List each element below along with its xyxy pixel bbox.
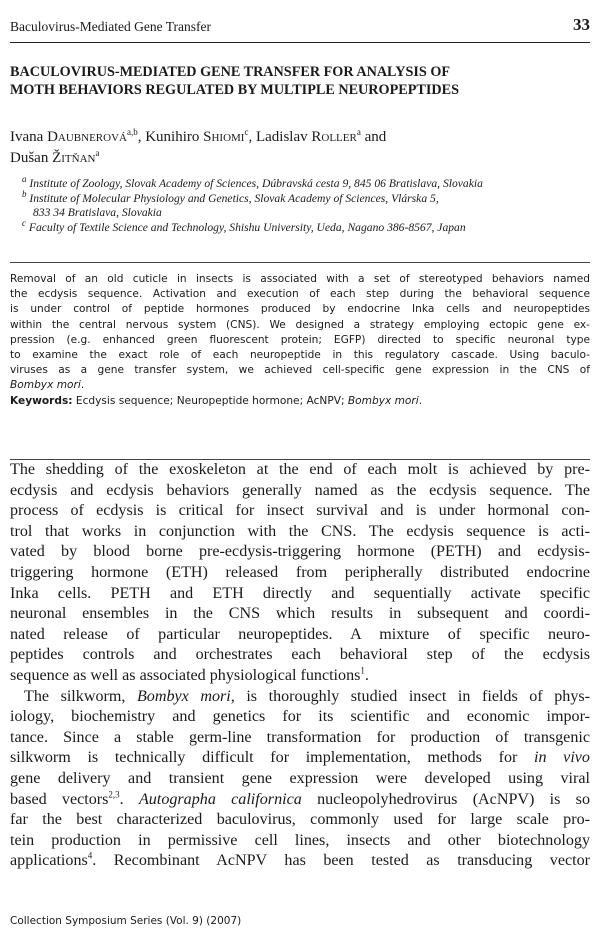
affiliation-c: $^c$ Faculty of Textile Science and Technology, Shishu University, Ueda, Nagano 386-8567, Japan — [22, 217, 466, 234]
body-line: peptides controls and orchestrates each behavioral step of the ecdysis — [10, 646, 590, 664]
body-line: silkworm is technically difficult for implementation, methods for in vivo — [10, 749, 590, 767]
affiliation-a: $^a$ Institute of Zoology, Slovak Academy of Sciences, Dúbravská cesta 9, 845 06 Bratislava, Slovakia — [22, 174, 483, 190]
abstract-line: is under control of peptide hormones produced by endocrine Inka cells and neuropeptides — [10, 303, 590, 316]
page-number: 33 — [573, 15, 590, 34]
abstract-box — [10, 262, 590, 460]
abstract-line: to examine the exact role of each neuropeptide in this regulatory cascade. Using baculo- — [10, 349, 590, 362]
article-title — [10, 63, 590, 99]
abstract-last-line: Bombyx mori. — [10, 379, 85, 392]
abstract-line: pression (e.g. enhanced green fluorescent protein; EGFP) directed to specific neuronal type — [10, 333, 590, 346]
body-line: sequence as well as associated physiological functions$^1$. — [10, 665, 369, 684]
abstract-line: within the central nervous system (CNS). We designed a strategy employing ectopic gene ex- — [10, 318, 590, 331]
author-2: Kunihiro Shiomi$^c$ — [145, 127, 249, 145]
running-header — [10, 14, 590, 43]
affiliation-b: $^b$ Institute of Molecular Physiology and Genetics, Slovak Academy of Sciences, Vlárska 5, — [22, 188, 439, 205]
body-line: iology, biochemistry and genetics for its scientific and economic impor- — [10, 708, 590, 726]
body-line: tance. Since a stable germ-line transformation for production of transgenic — [10, 728, 590, 746]
author-4: Dušan Žitňan$^a$ — [10, 148, 100, 166]
author-list — [10, 127, 590, 169]
abstract-line: Removal of an old cuticle in insects is associated with a set of stereotyped behaviors named — [10, 273, 590, 285]
running-title: Baculovirus-Mediated Gene Transfer — [10, 19, 211, 34]
author-line-1: Ivana Daubnerová$^{a,b}$, Kunihiro Shiomi$^c$, Ladislav Roller$^a$ and — [10, 127, 387, 145]
affiliations — [22, 174, 592, 235]
affiliation-b-cont: 833 34 Bratislava, Slovakia — [33, 206, 162, 219]
body-line: based vectors$^{2,3}$. Autographa californica nucleopolyhedrovirus (AcNPV) is so — [10, 789, 590, 808]
body-line: nated release of particular neuropeptides. A mixture of specific neuro- — [10, 625, 590, 643]
body-line: triggering hormone (ETH) released from peripherally distributed endocrine — [10, 563, 590, 581]
body-line: tein production in permissive cell lines, insects and other biotechnology — [10, 831, 590, 849]
author-1: Ivana Daubnerová$^{a,b}$ — [10, 127, 138, 145]
author-line-2 — [10, 148, 590, 169]
body-line: process of ecdysis is critical for insect survival and is under hormonal con- — [10, 502, 590, 520]
abstract-line: viruses as a gene transfer system, we achieved cell-specific gene expression in the CNS of — [10, 364, 590, 377]
author-3: Ladislav Roller$^a$ — [255, 127, 361, 145]
body-line: neuronal ensembles in the CNS which results in subsequent and coordi- — [10, 605, 590, 623]
title-line-2: MOTH BEHAVIORS REGULATED BY MULTIPLE NEUROPEPTIDES — [10, 82, 459, 98]
title-line-1: BACULOVIRUS-MEDIATED GENE TRANSFER FOR ANALYSIS OF — [10, 64, 451, 80]
keywords: Keywords: Ecdysis sequence; Neuropeptide hormone; AcNPV; Bombyx mori. — [10, 394, 423, 407]
body-line: The shedding of the exoskeleton at the end of each molt is achieved by pre- — [10, 461, 590, 478]
body-text — [10, 460, 590, 872]
abstract-line: the ecdysis sequence. Activation and execution of each step during the behavioral sequence — [10, 288, 590, 301]
body-line: gene delivery and transient gene expression were developed using viral — [10, 769, 590, 787]
body-line: far the best characterized baculovirus, commonly used for large scale pro- — [10, 811, 590, 829]
body-line: ecdysis and ecdysis behaviors generally named as the ecdysis sequence. The — [10, 481, 590, 499]
page-footer: Collection Symposium Series (Vol. 9) (2007) — [10, 915, 242, 927]
body-line: trol that works in conjunction with the CNS. The ecdysis sequence is acti- — [10, 522, 590, 540]
body-line: applications$^4$. Recombinant AcNPV has been tested as transducing vector — [10, 851, 590, 870]
body-line: Inka cells. PETH and ETH directly and sequentially activate specific — [10, 584, 590, 602]
body-line: vated by blood borne pre-ecdysis-triggering hormone (PETH) and ecdysis- — [10, 543, 590, 561]
body-line: The silkworm, Bombyx mori, is thoroughly studied insect in fields of phys- — [24, 687, 590, 705]
